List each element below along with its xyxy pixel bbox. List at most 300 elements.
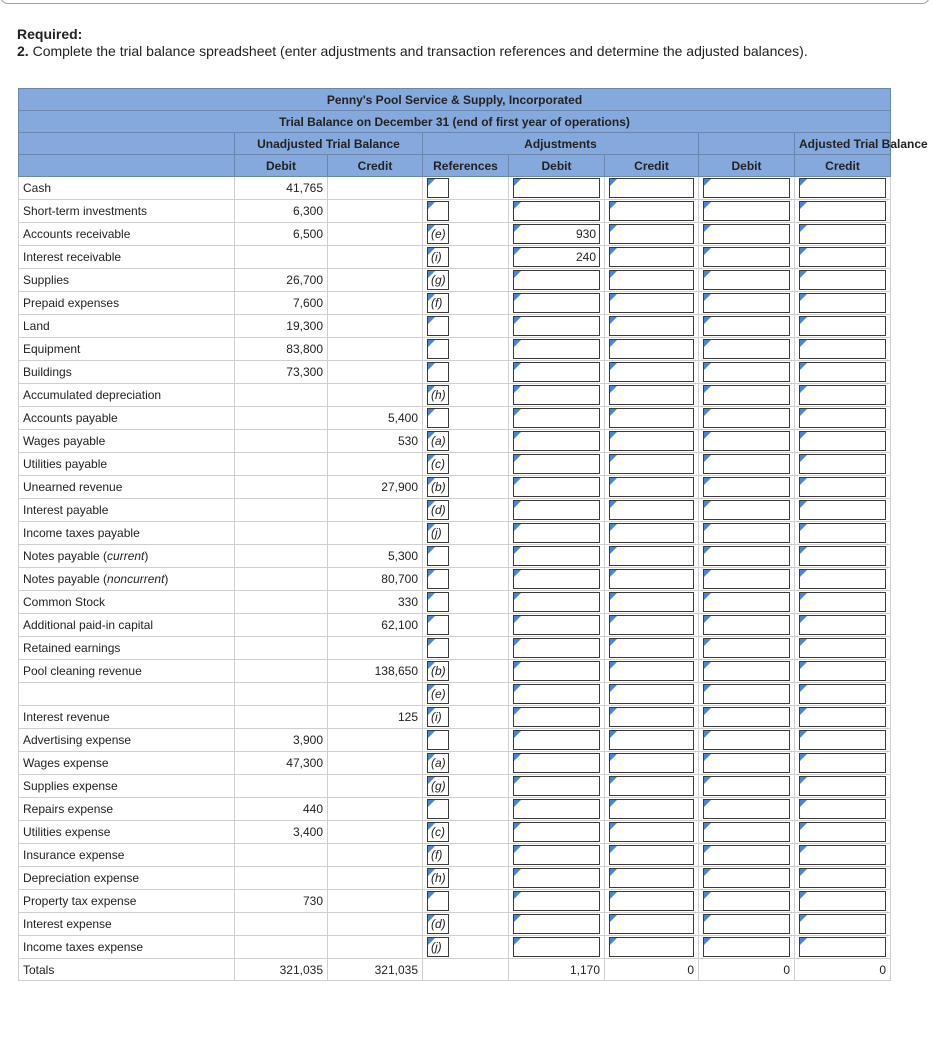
totals-adj-credit: 0 [605, 959, 699, 981]
atb-debit-cell [699, 591, 795, 614]
adj-debit-input[interactable] [513, 523, 600, 543]
table-row [19, 407, 891, 430]
adj-credit-cell [605, 844, 699, 867]
reference-input[interactable] [427, 615, 449, 635]
input-flag-icon [514, 892, 521, 899]
atb-credit-input[interactable] [799, 661, 886, 681]
atb-debit-cell [699, 522, 795, 545]
atb-credit-input[interactable] [799, 178, 886, 198]
atb-credit-input[interactable] [799, 546, 886, 566]
adj-credit-input[interactable] [609, 707, 694, 727]
adj-credit-input[interactable] [609, 546, 694, 566]
adj-debit-input[interactable] [513, 270, 600, 290]
input-flag-icon [610, 869, 617, 876]
adj-credit-input[interactable] [609, 661, 694, 681]
adj-debit-input[interactable] [513, 454, 600, 474]
atb-debit-input[interactable] [703, 293, 790, 313]
atb-debit-input[interactable] [703, 592, 790, 612]
input-flag-icon [610, 915, 617, 922]
atb-credit-input[interactable] [799, 638, 886, 658]
adj-debit-input[interactable] [513, 247, 600, 267]
adj-credit-input[interactable] [609, 500, 694, 520]
reference-input[interactable] [427, 293, 449, 313]
atb-debit-input[interactable] [703, 431, 790, 451]
adj-debit-input-value: 240 [575, 250, 596, 264]
reference-input[interactable] [427, 523, 449, 543]
atb-credit-input[interactable] [799, 937, 886, 957]
table-row [19, 821, 891, 844]
atb-debit-input[interactable] [703, 316, 790, 336]
adj-credit-cell [605, 522, 699, 545]
input-flag-icon [800, 547, 807, 554]
adj-debit-input[interactable] [513, 684, 600, 704]
adj-debit-input[interactable] [513, 592, 600, 612]
adj-credit-cell [605, 476, 699, 499]
account-name: Cash [19, 177, 235, 200]
utb-debit-cell: 73,300 [235, 361, 328, 384]
utb-debit-cell [235, 568, 328, 591]
atb-debit-input[interactable] [703, 868, 790, 888]
adj-debit-input[interactable] [513, 546, 600, 566]
adj-credit-input[interactable] [609, 730, 694, 750]
adj-credit-input[interactable] [609, 868, 694, 888]
utb-credit-cell [328, 821, 423, 844]
reference-input[interactable] [427, 569, 449, 589]
table-row [19, 867, 891, 890]
utb-debit-cell: 47,300 [235, 752, 328, 775]
adj-debit-cell [509, 683, 605, 706]
atb-debit-input[interactable] [703, 500, 790, 520]
adj-credit-cell [605, 361, 699, 384]
input-flag-icon [610, 823, 617, 830]
adj-debit-input[interactable] [513, 845, 600, 865]
atb-credit-input[interactable] [799, 730, 886, 750]
account-name: Retained earnings [19, 637, 235, 660]
reference-input[interactable] [427, 684, 449, 704]
input-flag-icon [800, 432, 807, 439]
header-adjusted: Adjusted Trial Balance [795, 133, 891, 155]
reference-input[interactable] [427, 937, 449, 957]
atb-debit-input[interactable] [703, 707, 790, 727]
utb-debit-cell [235, 660, 328, 683]
reference-input[interactable] [427, 385, 449, 405]
atb-debit-input[interactable] [703, 408, 790, 428]
reference-input[interactable] [427, 224, 449, 244]
adj-credit-input[interactable] [609, 753, 694, 773]
atb-credit-input[interactable] [799, 592, 886, 612]
reference-input[interactable] [427, 799, 449, 819]
adj-credit-input[interactable] [609, 247, 694, 267]
atb-credit-input[interactable] [799, 569, 886, 589]
utb-credit-cell [328, 499, 423, 522]
atb-debit-cell [699, 177, 795, 200]
atb-credit-cell [795, 407, 891, 430]
adj-debit-input[interactable] [513, 638, 600, 658]
atb-debit-input[interactable] [703, 454, 790, 474]
adj-debit-input[interactable] [513, 707, 600, 727]
atb-credit-input[interactable] [799, 914, 886, 934]
adj-credit-input[interactable] [609, 569, 694, 589]
reference-input[interactable] [427, 247, 449, 267]
atb-debit-input[interactable] [703, 822, 790, 842]
adj-credit-input[interactable] [609, 293, 694, 313]
input-flag-icon [704, 248, 711, 255]
adj-debit-input[interactable] [513, 799, 600, 819]
reference-input[interactable] [427, 822, 449, 842]
totals-atb-credit: 0 [795, 959, 891, 981]
references-cell [423, 890, 509, 913]
atb-credit-input[interactable] [799, 201, 886, 221]
input-flag-icon [800, 501, 807, 508]
input-flag-icon [514, 202, 521, 209]
atb-credit-input[interactable] [799, 224, 886, 244]
account-name [19, 683, 235, 706]
atb-debit-input[interactable] [703, 914, 790, 934]
adj-credit-cell [605, 200, 699, 223]
table-row [19, 936, 891, 959]
adj-debit-input[interactable] [513, 730, 600, 750]
atb-credit-input[interactable] [799, 684, 886, 704]
atb-credit-input[interactable] [799, 845, 886, 865]
atb-credit-input[interactable] [799, 868, 886, 888]
adj-debit-input[interactable] [513, 178, 600, 198]
input-flag-icon [610, 685, 617, 692]
header-adjustments: Adjustments [423, 133, 699, 155]
top-panel-frame [0, 0, 930, 4]
atb-debit-cell [699, 407, 795, 430]
atb-credit-input[interactable] [799, 753, 886, 773]
adj-credit-input[interactable] [609, 776, 694, 796]
adj-credit-input[interactable] [609, 454, 694, 474]
references-cell [423, 683, 509, 706]
references-cell [423, 407, 509, 430]
input-flag-icon [610, 938, 617, 945]
adj-credit-input[interactable] [609, 914, 694, 934]
adj-credit-input[interactable] [609, 385, 694, 405]
reference-input-value: (c) [431, 457, 445, 471]
atb-debit-input[interactable] [703, 730, 790, 750]
reference-input[interactable] [427, 477, 449, 497]
input-flag-icon [800, 340, 807, 347]
adj-debit-input[interactable] [513, 891, 600, 911]
references-cell [423, 200, 509, 223]
atb-credit-cell [795, 660, 891, 683]
totals-references [423, 959, 509, 981]
adj-debit-input[interactable] [513, 224, 600, 244]
reference-input[interactable] [427, 868, 449, 888]
reference-input[interactable] [427, 201, 449, 221]
atb-credit-input[interactable] [799, 454, 886, 474]
adj-credit-input[interactable] [609, 592, 694, 612]
account-name: Interest expense [19, 913, 235, 936]
reference-input[interactable] [427, 362, 449, 382]
input-flag-icon [428, 271, 435, 278]
utb-credit-cell [328, 315, 423, 338]
references-cell [423, 453, 509, 476]
utb-debit-cell: 41,765 [235, 177, 328, 200]
adj-debit-input[interactable] [513, 362, 600, 382]
table-row [19, 338, 891, 361]
input-flag-icon [800, 662, 807, 669]
adj-credit-input[interactable] [609, 937, 694, 957]
atb-debit-input[interactable] [703, 224, 790, 244]
reference-input[interactable] [427, 546, 449, 566]
atb-debit-input[interactable] [703, 615, 790, 635]
input-flag-icon [610, 271, 617, 278]
utb-debit-cell: 26,700 [235, 269, 328, 292]
atb-credit-input[interactable] [799, 707, 886, 727]
atb-credit-cell [795, 361, 891, 384]
adj-debit-input[interactable] [513, 201, 600, 221]
atb-credit-input[interactable] [799, 615, 886, 635]
atb-debit-input[interactable] [703, 776, 790, 796]
adj-debit-cell [509, 292, 605, 315]
reference-input-value: (f) [431, 848, 443, 862]
atb-credit-input[interactable] [799, 822, 886, 842]
adj-credit-input[interactable] [609, 201, 694, 221]
adj-debit-input[interactable] [513, 615, 600, 635]
atb-credit-input[interactable] [799, 247, 886, 267]
input-flag-icon [514, 915, 521, 922]
reference-input[interactable] [427, 500, 449, 520]
atb-debit-input[interactable] [703, 201, 790, 221]
atb-credit-input[interactable] [799, 431, 886, 451]
input-flag-icon [800, 708, 807, 715]
adj-debit-input[interactable] [513, 408, 600, 428]
input-flag-icon [514, 800, 521, 807]
input-flag-icon [800, 179, 807, 186]
reference-input[interactable] [427, 753, 449, 773]
atb-debit-input[interactable] [703, 523, 790, 543]
atb-debit-input[interactable] [703, 799, 790, 819]
utb-debit-cell [235, 683, 328, 706]
input-flag-icon [514, 248, 521, 255]
reference-input[interactable] [427, 661, 449, 681]
atb-debit-input[interactable] [703, 178, 790, 198]
input-flag-icon [514, 570, 521, 577]
reference-input[interactable] [427, 592, 449, 612]
atb-debit-input[interactable] [703, 362, 790, 382]
atb-credit-cell [795, 936, 891, 959]
adj-debit-input[interactable] [513, 822, 600, 842]
adj-credit-input[interactable] [609, 362, 694, 382]
atb-debit-input[interactable] [703, 937, 790, 957]
adj-debit-input[interactable] [513, 316, 600, 336]
input-flag-icon [610, 524, 617, 531]
reference-input[interactable] [427, 316, 449, 336]
utb-credit-cell [328, 384, 423, 407]
atb-credit-input[interactable] [799, 891, 886, 911]
adj-debit-input[interactable] [513, 776, 600, 796]
adj-credit-input[interactable] [609, 178, 694, 198]
adj-debit-input[interactable] [513, 661, 600, 681]
atb-credit-input[interactable] [799, 408, 886, 428]
adj-credit-input[interactable] [609, 845, 694, 865]
atb-credit-input[interactable] [799, 799, 886, 819]
account-name: Advertising expense [19, 729, 235, 752]
atb-debit-cell [699, 200, 795, 223]
adj-credit-input[interactable] [609, 615, 694, 635]
adj-debit-input[interactable] [513, 477, 600, 497]
atb-credit-input[interactable] [799, 362, 886, 382]
reference-input[interactable] [427, 891, 449, 911]
adj-debit-input[interactable] [513, 431, 600, 451]
reference-input-value: (i) [431, 250, 442, 264]
header-atb-debit: Debit [699, 155, 795, 177]
adj-debit-input[interactable] [513, 500, 600, 520]
utb-debit-cell: 730 [235, 890, 328, 913]
input-flag-icon [428, 846, 435, 853]
input-flag-icon [704, 662, 711, 669]
adj-debit-cell [509, 499, 605, 522]
input-flag-icon [428, 639, 435, 646]
atb-credit-cell [795, 453, 891, 476]
atb-credit-input[interactable] [799, 339, 886, 359]
atb-debit-input[interactable] [703, 270, 790, 290]
atb-debit-input[interactable] [703, 684, 790, 704]
atb-credit-input[interactable] [799, 776, 886, 796]
utb-debit-cell [235, 522, 328, 545]
references-cell [423, 361, 509, 384]
reference-input[interactable] [427, 339, 449, 359]
utb-credit-cell [328, 338, 423, 361]
atb-debit-cell [699, 913, 795, 936]
utb-credit-cell: 125 [328, 706, 423, 729]
atb-debit-input[interactable] [703, 891, 790, 911]
reference-input[interactable] [427, 454, 449, 474]
adj-credit-input[interactable] [609, 684, 694, 704]
input-flag-icon [514, 639, 521, 646]
adj-debit-input[interactable] [513, 569, 600, 589]
adj-credit-input[interactable] [609, 638, 694, 658]
adj-debit-input[interactable] [513, 914, 600, 934]
adj-credit-input[interactable] [609, 477, 694, 497]
input-flag-icon [514, 685, 521, 692]
input-flag-icon [610, 179, 617, 186]
atb-credit-input[interactable] [799, 477, 886, 497]
reference-input[interactable] [427, 270, 449, 290]
adj-credit-input[interactable] [609, 339, 694, 359]
atb-debit-input[interactable] [703, 546, 790, 566]
utb-debit-cell [235, 706, 328, 729]
adj-credit-input[interactable] [609, 316, 694, 336]
adj-credit-input[interactable] [609, 891, 694, 911]
adj-debit-cell [509, 798, 605, 821]
account-name: Interest receivable [19, 246, 235, 269]
utb-debit-cell [235, 637, 328, 660]
references-cell [423, 637, 509, 660]
adj-debit-input[interactable] [513, 937, 600, 957]
references-cell [423, 614, 509, 637]
adj-debit-input-value: 930 [575, 227, 596, 241]
reference-input[interactable] [427, 845, 449, 865]
adj-credit-input[interactable] [609, 822, 694, 842]
reference-input[interactable] [427, 914, 449, 934]
reference-input[interactable] [427, 638, 449, 658]
atb-credit-input[interactable] [799, 523, 886, 543]
atb-credit-input[interactable] [799, 316, 886, 336]
atb-debit-cell [699, 614, 795, 637]
references-cell [423, 522, 509, 545]
input-flag-icon [514, 547, 521, 554]
atb-debit-input[interactable] [703, 638, 790, 658]
atb-credit-input[interactable] [799, 500, 886, 520]
atb-debit-input[interactable] [703, 569, 790, 589]
input-flag-icon [610, 708, 617, 715]
account-name: Income taxes expense [19, 936, 235, 959]
adj-debit-input[interactable] [513, 385, 600, 405]
atb-debit-input[interactable] [703, 247, 790, 267]
input-flag-icon [704, 547, 711, 554]
reference-input[interactable] [427, 431, 449, 451]
input-flag-icon [428, 248, 435, 255]
atb-credit-input[interactable] [799, 293, 886, 313]
utb-credit-cell [328, 683, 423, 706]
atb-debit-cell [699, 223, 795, 246]
atb-debit-cell [699, 660, 795, 683]
adj-debit-input[interactable] [513, 868, 600, 888]
utb-credit-cell [328, 269, 423, 292]
atb-debit-input[interactable] [703, 477, 790, 497]
atb-debit-input[interactable] [703, 385, 790, 405]
adj-debit-cell [509, 200, 605, 223]
input-flag-icon [610, 294, 617, 301]
reference-input[interactable] [427, 408, 449, 428]
adj-credit-input[interactable] [609, 270, 694, 290]
adj-debit-input[interactable] [513, 339, 600, 359]
input-flag-icon [610, 570, 617, 577]
reference-input-value: (a) [431, 756, 446, 770]
atb-credit-input[interactable] [799, 270, 886, 290]
atb-debit-input[interactable] [703, 661, 790, 681]
utb-credit-cell [328, 913, 423, 936]
atb-debit-input[interactable] [703, 339, 790, 359]
reference-input[interactable] [427, 730, 449, 750]
table-row [19, 499, 891, 522]
adj-credit-input[interactable] [609, 431, 694, 451]
adj-debit-input[interactable] [513, 293, 600, 313]
adj-credit-cell [605, 246, 699, 269]
adj-debit-input[interactable] [513, 753, 600, 773]
totals-utb-debit: 321,035 [235, 959, 328, 981]
atb-debit-input[interactable] [703, 753, 790, 773]
adj-credit-input[interactable] [609, 799, 694, 819]
input-flag-icon [428, 179, 435, 186]
input-flag-icon [610, 363, 617, 370]
table-row [19, 568, 891, 591]
header-blank [19, 155, 235, 177]
reference-input[interactable] [427, 707, 449, 727]
adj-credit-input[interactable] [609, 523, 694, 543]
atb-credit-cell [795, 913, 891, 936]
utb-credit-cell: 138,650 [328, 660, 423, 683]
header-blank [699, 133, 795, 155]
adj-credit-input[interactable] [609, 408, 694, 428]
adj-credit-input[interactable] [609, 224, 694, 244]
atb-debit-input[interactable] [703, 845, 790, 865]
reference-input[interactable] [427, 776, 449, 796]
atb-credit-input[interactable] [799, 385, 886, 405]
input-flag-icon [610, 409, 617, 416]
atb-credit-cell [795, 545, 891, 568]
utb-credit-cell [328, 775, 423, 798]
table-row [19, 177, 891, 200]
atb-credit-cell [795, 200, 891, 223]
atb-debit-cell [699, 706, 795, 729]
utb-debit-cell [235, 936, 328, 959]
reference-input[interactable] [427, 178, 449, 198]
references-cell [423, 315, 509, 338]
